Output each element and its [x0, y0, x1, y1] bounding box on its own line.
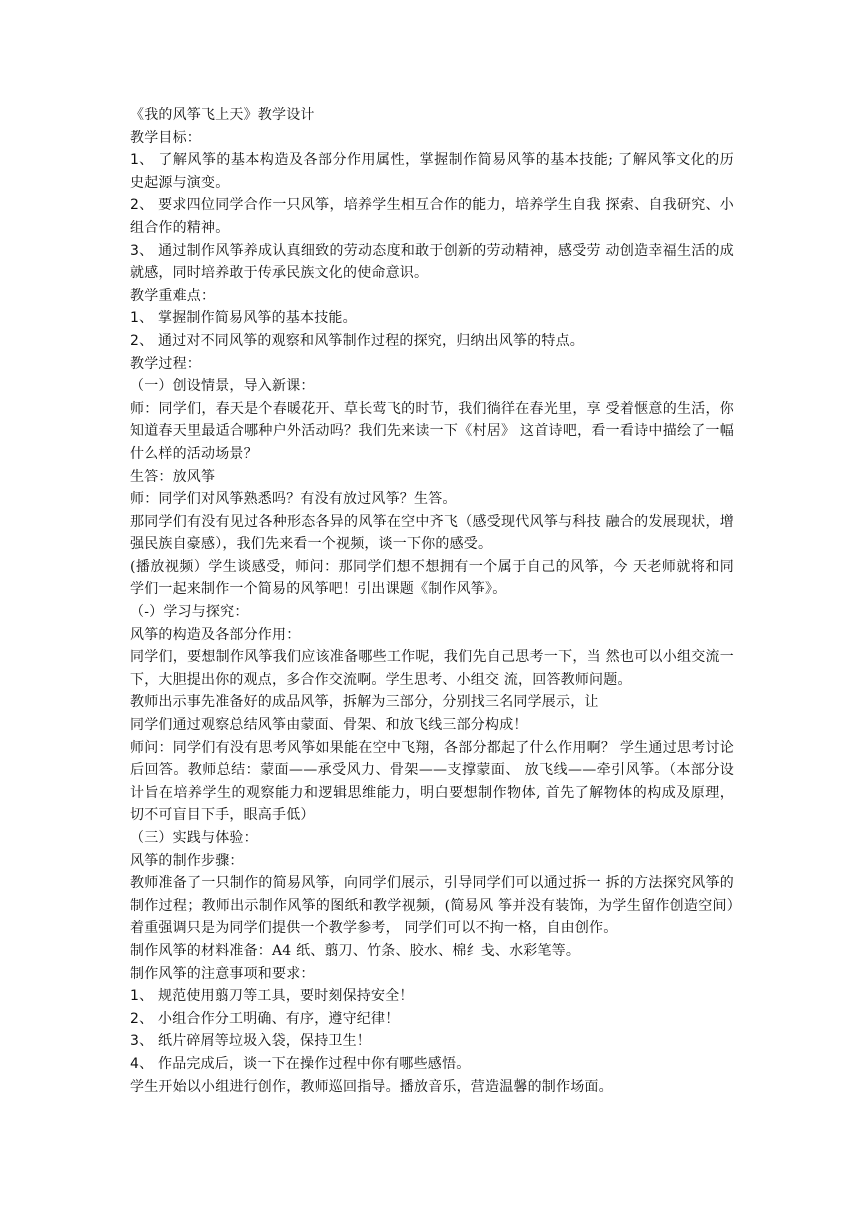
section-two-paragraph: 师问：同学们有没有思考风筝如果能在空中飞翔，各部分都起了什么作用啊？ 学生通过思考讨论后回答。教师总结：蒙面——承受风力、骨架——支撑蒙面、 放飞线——牵引风筝。（本部分设计旨在培养学生的观察能力和逻辑思维能力，明白要想制作物体, 首先了解物体的构成及原理，切不可盲目下手，眼高手低） [130, 739, 734, 824]
closing-line: 学生开始以小组进行创作，教师巡回指导。播放音乐，营造温馨的制作场面。 [130, 1078, 613, 1095]
rule-item: 1、 规范使用翦刀等工具，要时刻保持安全！ [130, 988, 414, 1005]
goal-item: 3、 通过制作风筝养成认真细致的劳动态度和敢于创新的劳动精神，感受劳 动创造幸福生活的成就感，同时培养敢于传承民族文化的使命意识。 [130, 242, 734, 282]
section-three-subheading: 风筝的制作步骤： [130, 852, 244, 869]
section-one-paragraph: 师：同学们，春天是个春暖花开、草长莺飞的时节，我们徜徉在春光里，享 受着惬意的生活，你知道春天里最适合哪种户外活动吗？我们先来读一下《村居》 这首诗吧，看一看诗中描绘了一幅什么样的活动场景？ [130, 400, 734, 462]
goal-item: 2、 要求四位同学合作一只风筝，培养学生相互合作的能力，培养学生自我 探索、自我研究、小组合作的精神。 [130, 197, 734, 236]
section-two-paragraph: 同学们，要想制作风筝我们应该准备哪些工作呢，我们先自己思考一下，当 然也可以小组交流一下，大胆提出你的观点，多合作交流啊。学生思考、小组交 流，回答教师问题。 [130, 649, 734, 688]
section-one-heading: （一）创设情景，导入新课： [130, 378, 315, 395]
section-one-question: 师：同学们对风筝熟悉吗？有没有放过风筝？生答。 [130, 491, 457, 508]
section-two-paragraph: 教师出示事先准备好的成品风筝，拆解为三部分，分别找三名同学展示，让 [130, 694, 599, 711]
section-one-paragraph: (播放视频）学生谈感受，师问：那同学们想不想拥有一个属于自己的风筝，今 天老师就将和同学们一起来制作一个简易的风筝吧！引出课题《制作风筝》。 [130, 558, 734, 598]
rule-item: 2、 小组合作分工明确、有序，遵守纪律！ [130, 1010, 400, 1027]
materials-line: 制作风筝的材料准备：A4 纸、翦刀、竹条、胶水、棉纟戋、水彩笔等。 [130, 942, 581, 959]
goal-item: 1、 了解风筝的基本构造及各部分作用属性，掌握制作简易风筝的基本技能; 了解风筝文化的历史起源与演变。 [130, 152, 734, 191]
section-three-heading: （三）实践与体验： [130, 830, 258, 846]
section-two-paragraph: 同学们通过观察总结风筝由蒙面、骨架、和放飞线三部分构成！ [130, 717, 528, 734]
process-heading: 教学过程： [130, 355, 201, 372]
rules-heading: 制作风筝的注意事项和要求： [130, 965, 315, 982]
document-page [130, 104, 734, 1098]
section-two-heading: （-）学习与探究： [130, 604, 249, 621]
section-three-paragraph: 教师准备了一只制作的简易风筝，向同学们展示，引导同学们可以通过拆一 拆的方法探究风筝的制作过程；教师出示制作风筝的图纸和教学视频，(简易风 筝并没有装饰，为学生留作创造空间）着重强调只是为同学们提供一个教学参考， 同学们可以不拘一格，自由创作。 [130, 875, 734, 937]
goals-heading: 教学目标： [130, 129, 201, 146]
key-point-item: 1、 掌握制作简易风筝的基本技能。 [130, 310, 357, 327]
section-one-paragraph: 那同学们有没有见过各种形态各异的风筝在空中齐飞（感受现代风筝与科技 融合的发展现状，增强民族自豪感），我们先来看一个视频，谈一下你的感受。 [130, 513, 734, 553]
rule-item: 4、 作品完成后，谈一下在操作过程中你有哪些感悟。 [130, 1055, 471, 1072]
section-one-answer: 生答：放风筝 [130, 468, 216, 485]
key-point-item: 2、 通过对不同风筝的观察和风筝制作过程的探究，归纳出风筝的特点。 [130, 332, 584, 349]
section-two-subheading: 风筝的构造及各部分作用： [130, 626, 301, 643]
rule-item: 3、 纸片碎屑等垃圾入袋，保持卫生！ [130, 1033, 371, 1050]
document-title: 《我的风筝飞上天》教学设计 [130, 107, 315, 123]
key-points-heading: 教学重难点： [130, 287, 216, 304]
